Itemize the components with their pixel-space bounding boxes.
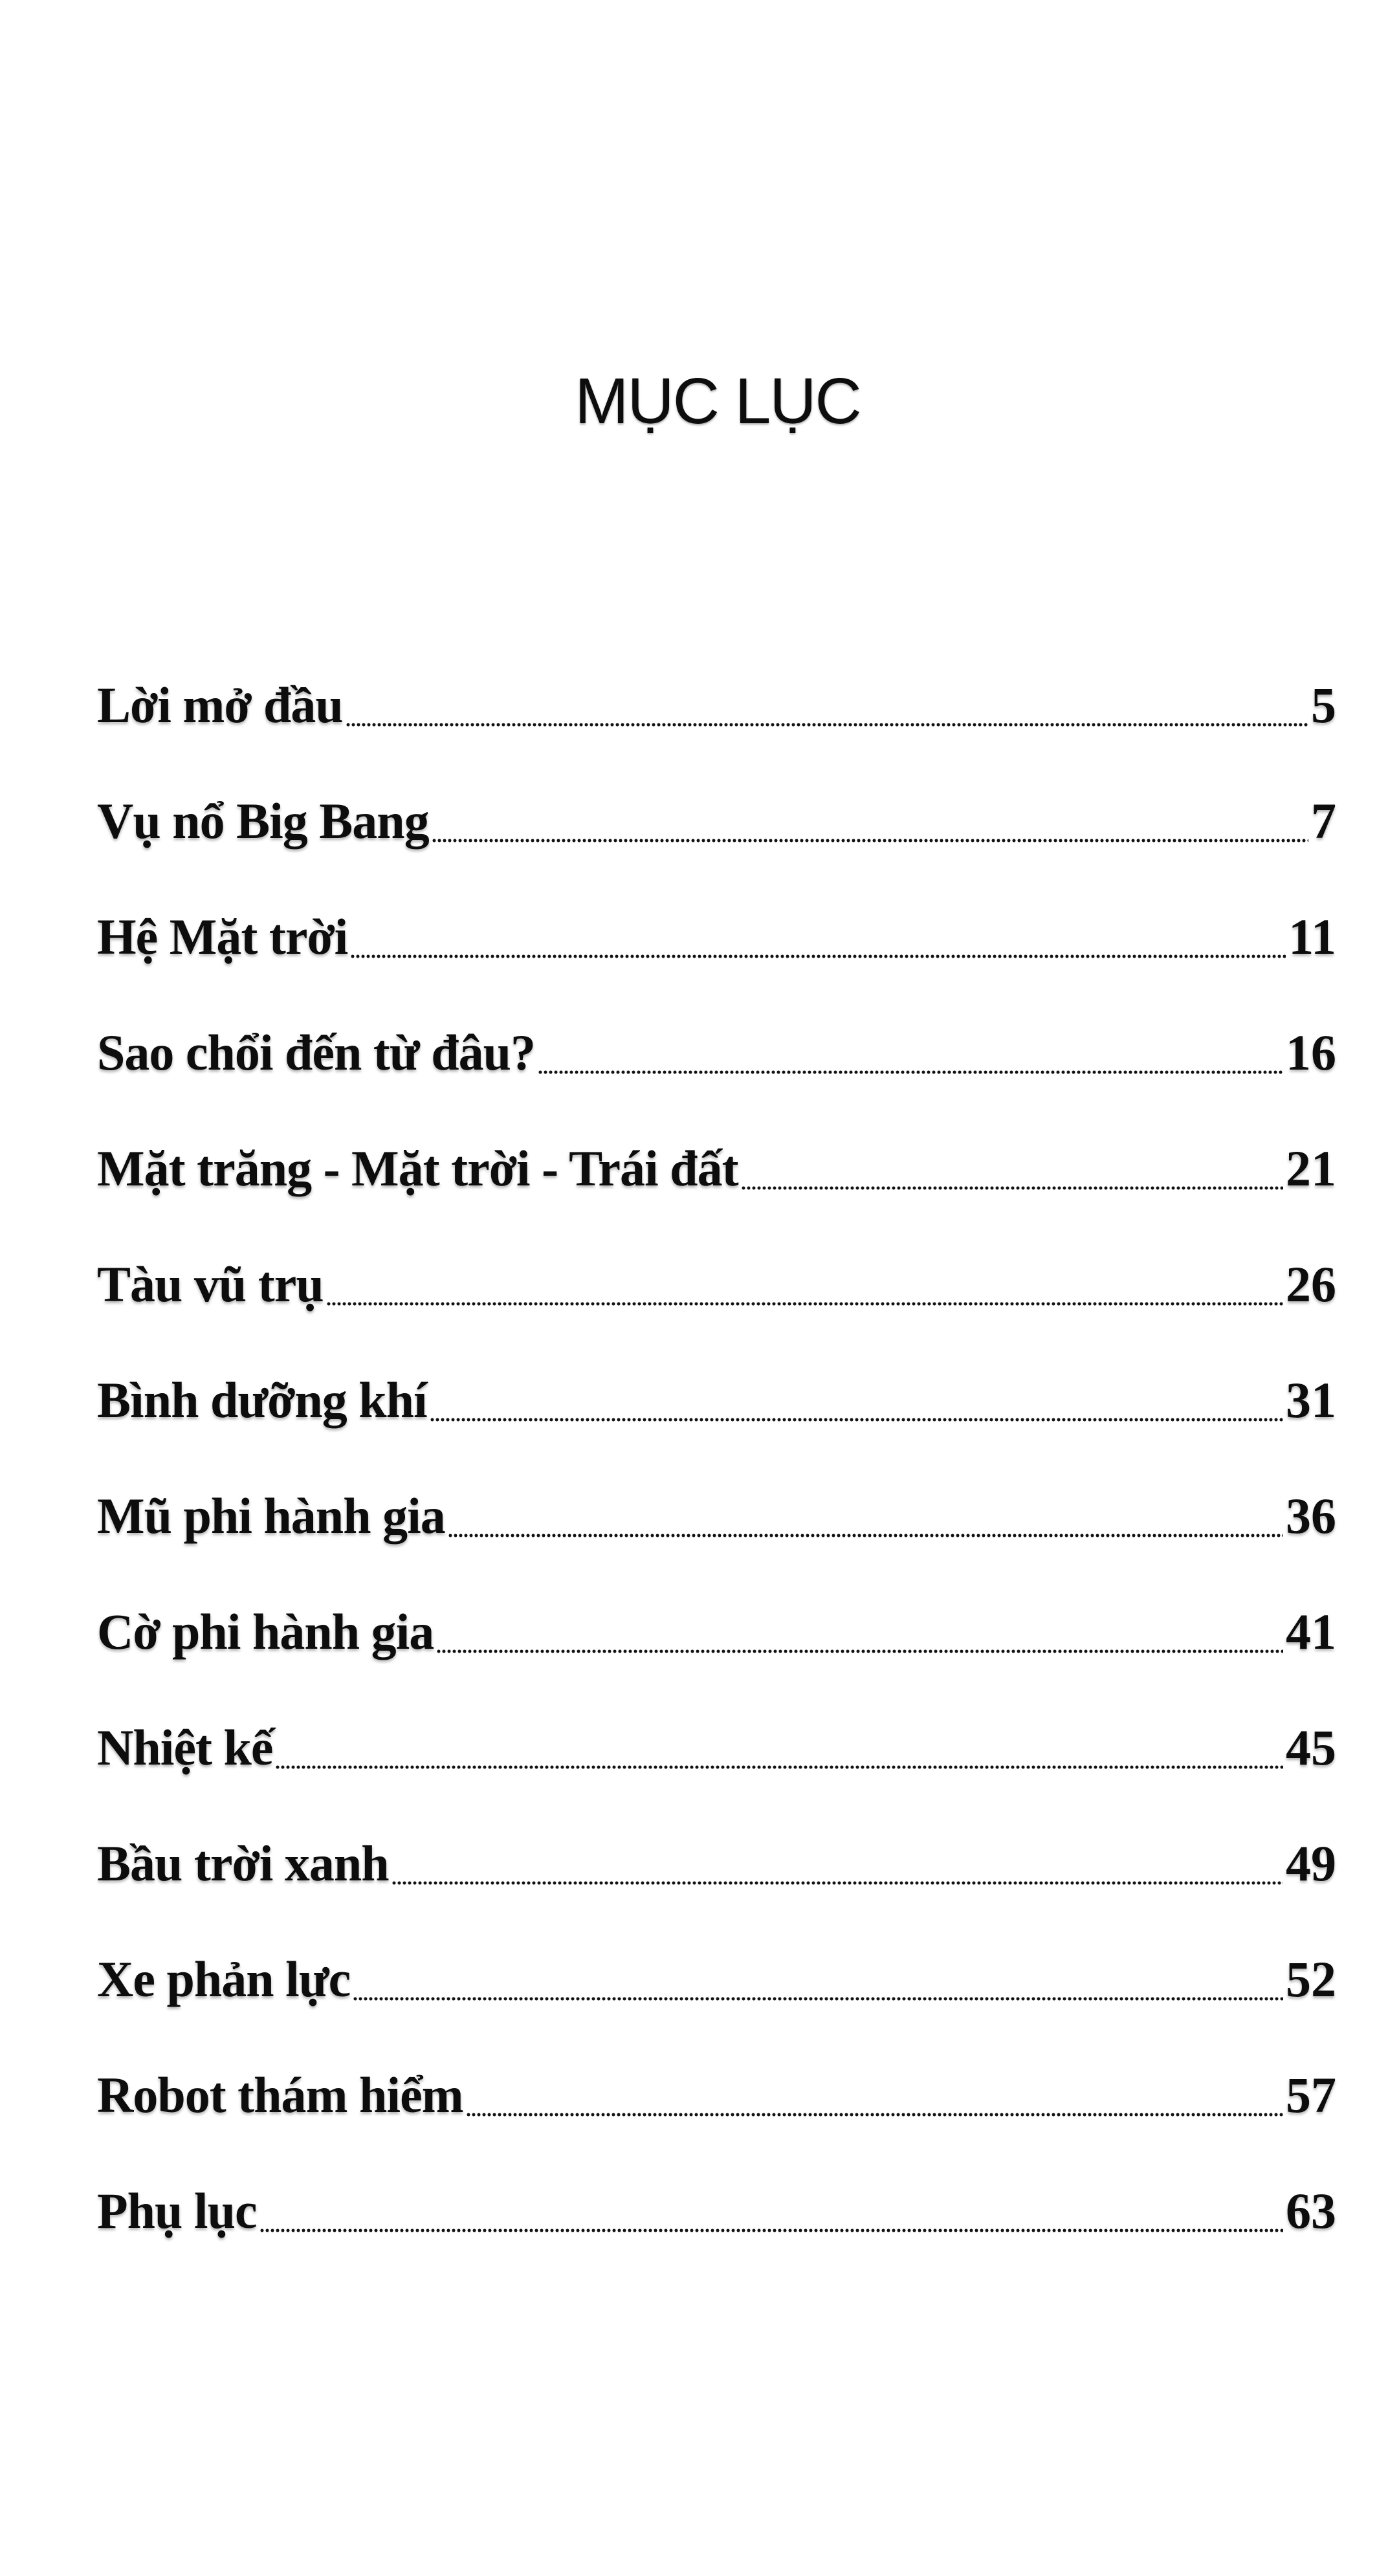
toc-entry — [97, 1020, 1336, 1085]
toc-entry-title: Lời mở đầu — [97, 677, 343, 733]
toc-entry-page-number: 21 — [1286, 1140, 1336, 1196]
dot-leader — [741, 1136, 1283, 1201]
dot-leader — [326, 1252, 1283, 1317]
dot-leader — [275, 1715, 1283, 1780]
toc-entry-page-number: 41 — [1286, 1603, 1336, 1660]
dot-leader — [430, 1368, 1283, 1433]
toc-entry — [97, 1600, 1336, 1664]
dot-leader — [350, 905, 1286, 969]
toc-entry — [97, 1831, 1336, 1896]
toc-entry-page-number: 26 — [1286, 1256, 1336, 1312]
toc-entry-page-number: 31 — [1286, 1372, 1336, 1428]
toc-entry — [97, 1252, 1336, 1317]
toc-entry-page-number: 7 — [1311, 793, 1336, 849]
dot-leader — [346, 673, 1308, 738]
toc-entry-page-number: 16 — [1286, 1024, 1336, 1081]
dot-leader — [259, 2179, 1283, 2243]
toc-entry-page-number: 52 — [1286, 1951, 1336, 2007]
toc-entry-title: Bình dưỡng khí — [97, 1372, 427, 1428]
toc-entry — [97, 673, 1336, 738]
toc-entry-page-number: 49 — [1286, 1835, 1336, 1891]
toc-entry-page-number: 57 — [1286, 2067, 1336, 2123]
toc-entry-title: Phụ lục — [97, 2183, 257, 2239]
toc-entry — [97, 2063, 1336, 2128]
dot-leader — [436, 1600, 1283, 1664]
toc-entry-title: Cờ phi hành gia — [97, 1603, 434, 1660]
page-title: MỤC LỤC — [575, 365, 861, 437]
dot-leader — [391, 1831, 1283, 1896]
toc-entry-title: Vụ nổ Big Bang — [97, 793, 429, 849]
toc-entry-title: Mũ phi hành gia — [97, 1488, 445, 1544]
dot-leader — [432, 789, 1308, 853]
toc-entry — [97, 1947, 1336, 2012]
toc-entry — [97, 789, 1336, 853]
toc-entry — [97, 1136, 1336, 1201]
dot-leader — [466, 2063, 1283, 2128]
toc-entry-title: Bầu trời xanh — [97, 1835, 389, 1891]
dot-leader — [353, 1947, 1283, 2012]
dot-leader — [538, 1020, 1283, 1085]
toc-entry — [97, 1484, 1336, 1548]
toc-entry-title: Mặt trăng - Mặt trời - Trái đất — [97, 1140, 738, 1196]
toc-entry-title: Hệ Mặt trời — [97, 908, 348, 965]
toc-entry — [97, 905, 1336, 969]
toc-entry-title: Xe phản lực — [97, 1951, 351, 2007]
toc-entry-page-number: 5 — [1311, 677, 1336, 733]
toc-entry — [97, 1368, 1336, 1433]
toc-entry-title: Sao chổi đến từ đâu? — [97, 1024, 535, 1081]
toc-entry-page-number: 11 — [1288, 908, 1336, 965]
toc-entry-title: Nhiệt kế — [97, 1719, 273, 1776]
toc-entry-title: Tàu vũ trụ — [97, 1256, 324, 1312]
toc-entry-page-number: 36 — [1286, 1488, 1336, 1544]
toc-entry-page-number: 45 — [1286, 1719, 1336, 1776]
dot-leader — [448, 1484, 1283, 1548]
toc-entry-title: Robot thám hiểm — [97, 2067, 463, 2123]
toc-entry — [97, 2179, 1336, 2243]
table-of-contents — [97, 673, 1336, 2295]
toc-entry-page-number: 63 — [1286, 2183, 1336, 2239]
toc-entry — [97, 1715, 1336, 1780]
